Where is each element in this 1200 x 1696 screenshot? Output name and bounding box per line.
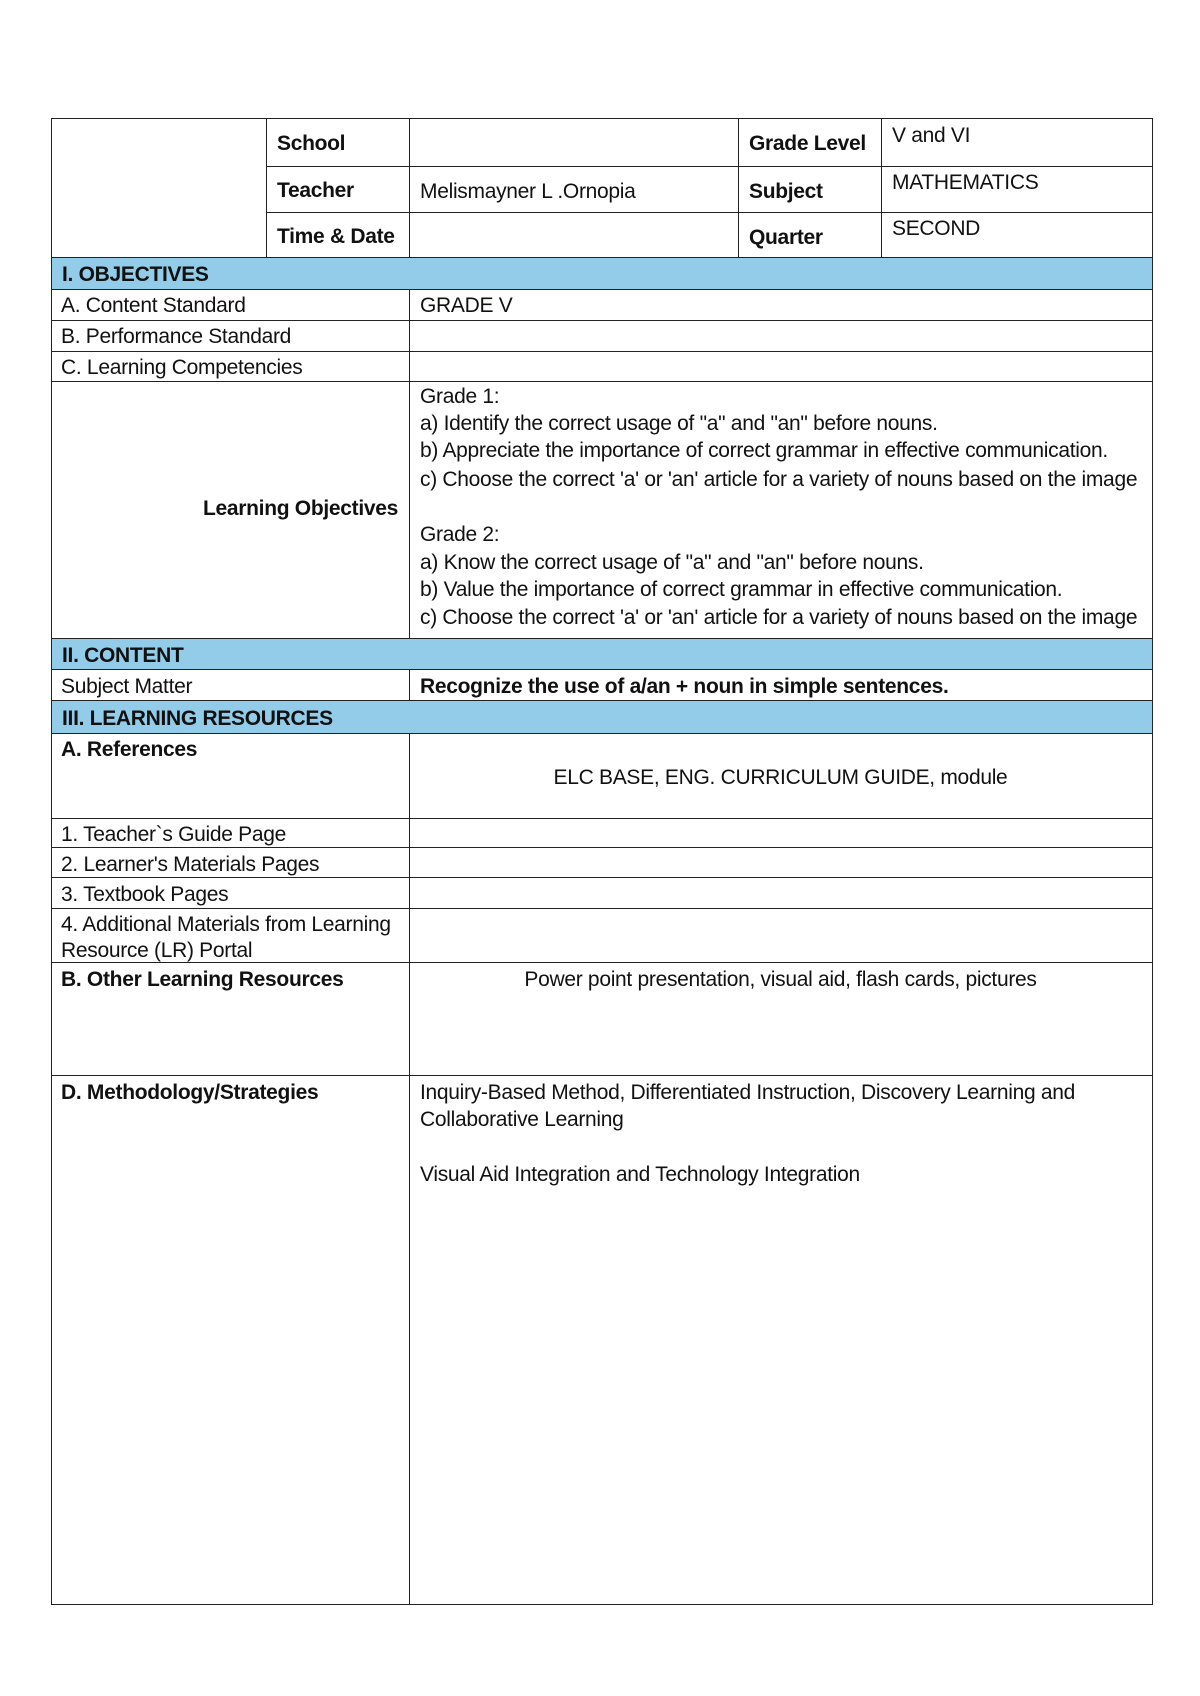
other-resources-label: B. Other Learning Resources	[61, 968, 344, 991]
subject-matter-label: Subject Matter	[61, 675, 193, 698]
additional-materials-label: 4. Additional Materials from Learning	[61, 913, 391, 936]
content-band	[52, 639, 1152, 670]
grade-level-value: V and VI	[892, 124, 971, 147]
teacher-label: Teacher	[277, 179, 354, 202]
objective-line: a) Know the correct usage of "a" and "an" before nouns.	[420, 551, 924, 574]
methodology-line: Visual Aid Integration and Technology Integration	[420, 1163, 860, 1186]
objectives-band	[52, 258, 1152, 289]
teacher-value: Melismayner L .Ornopia	[420, 180, 636, 203]
textbook-pages-label: 3. Textbook Pages	[61, 883, 229, 906]
references-label: A. References	[61, 738, 198, 761]
teachers-guide-label: 1. Teacher`s Guide Page	[61, 823, 287, 846]
content-heading: II. CONTENT	[62, 644, 184, 667]
methodology-label: D. Methodology/Strategies	[61, 1081, 319, 1104]
quarter-label: Quarter	[749, 226, 823, 249]
rule-header-2	[266, 212, 1152, 213]
rule-other-resources	[52, 1075, 1152, 1076]
methodology-line: Inquiry-Based Method, Differentiated Instruction, Discovery Learning and	[420, 1081, 1076, 1104]
subject-label: Subject	[749, 180, 823, 203]
time-date-value	[409, 221, 431, 225]
objective-line: Grade 1:	[420, 385, 500, 408]
content-standard-label: A. Content Standard	[61, 294, 246, 317]
subject-value: MATHEMATICS	[892, 171, 1039, 194]
references-value: ELC BASE, ENG. CURRICULUM GUIDE, module	[553, 766, 1008, 789]
rule-header-end	[52, 257, 1152, 258]
objective-line: c) Choose the correct 'a' or 'an' article for a variety of nouns based on the image	[420, 468, 1138, 491]
objective-line: b) Value the importance of correct grammar in effective communication.	[420, 578, 1063, 601]
rule-resources-heading	[52, 733, 1152, 734]
grade-level-label: Grade Level	[749, 132, 866, 155]
resources-band	[52, 701, 1152, 734]
other-resources-value: Power point presentation, visual aid, flash cards, pictures	[524, 968, 1037, 991]
rule-learning-objectives	[52, 638, 1152, 639]
resources-heading: III. LEARNING RESOURCES	[62, 707, 333, 730]
school-label: School	[277, 132, 346, 155]
objectives-heading: I. OBJECTIVES	[62, 263, 209, 286]
methodology-line: Collaborative Learning	[420, 1108, 624, 1131]
content-standard-value: GRADE V	[420, 294, 513, 317]
school-value	[409, 128, 431, 132]
performance-standard-label: B. Performance Standard	[61, 325, 292, 348]
additional-materials-label-cont: Resource (LR) Portal	[61, 939, 253, 962]
learning-objectives-label: Learning Objectives	[202, 497, 398, 520]
objective-line: c) Choose the correct 'a' or 'an' article for a variety of nouns based on the image	[420, 606, 1138, 629]
objective-line: b) Appreciate the importance of correct grammar in effective communication.	[420, 439, 1108, 462]
learning-competencies-value	[409, 352, 431, 356]
objective-line: a) Identify the correct usage of "a" and "an" before nouns.	[420, 412, 938, 435]
quarter-value: SECOND	[892, 217, 981, 240]
learning-competencies-label: C. Learning Competencies	[61, 356, 303, 379]
rule-content-heading	[52, 669, 1152, 670]
lesson-plan-table	[51, 118, 1153, 1605]
learners-materials-label: 2. Learner's Materials Pages	[61, 853, 320, 876]
subject-matter-value: Recognize the use of a/an + noun in simple sentences.	[420, 675, 949, 698]
performance-standard-value	[409, 321, 431, 325]
objective-line: Grade 2:	[420, 523, 500, 546]
time-date-label: Time & Date	[277, 225, 395, 248]
